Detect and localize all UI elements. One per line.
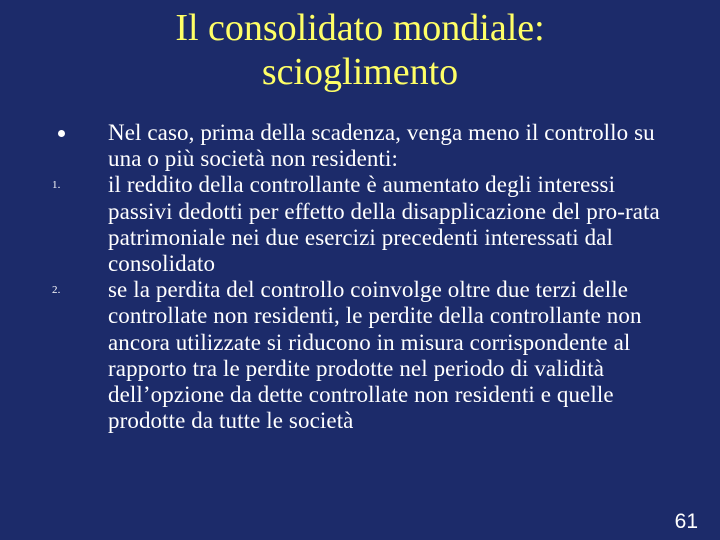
slide-content — [52, 120, 672, 434]
list-item-text: se la perdita del controllo coinvolge oltre due terzi delle controllate non residenti, le perdite della controllante non ancora utilizzate si riducono in misura corrispondente al rapporto tra le perdite prodotte nel periodo di validità dell’opzione da dette controllate non residenti e quelle prodotte da tutte le società — [108, 277, 642, 434]
list-item-numbered-2 — [52, 277, 672, 434]
list-item-text: il reddito della controllante è aumentato degli interessi passivi dedotti per effetto della disapplicazione del pro-rata patrimoniale nei due esercizi precedenti interessati dal consolidato — [108, 172, 660, 277]
list-number: 2. — [52, 284, 61, 297]
slide-title-line-2: scioglimento — [261, 51, 459, 93]
slide-title-line-1: Il consolidato mondiale: — [175, 7, 545, 49]
page-number: 61 — [674, 510, 698, 533]
bullet-dot-icon — [58, 130, 65, 137]
list-item-numbered-1 — [52, 172, 672, 277]
list-item-text: Nel caso, prima della scadenza, venga meno il controllo su una o più società non residenti: — [108, 120, 655, 172]
slide-title — [60, 6, 660, 94]
list-number: 1. — [52, 179, 61, 192]
list-item-bullet — [52, 120, 672, 172]
